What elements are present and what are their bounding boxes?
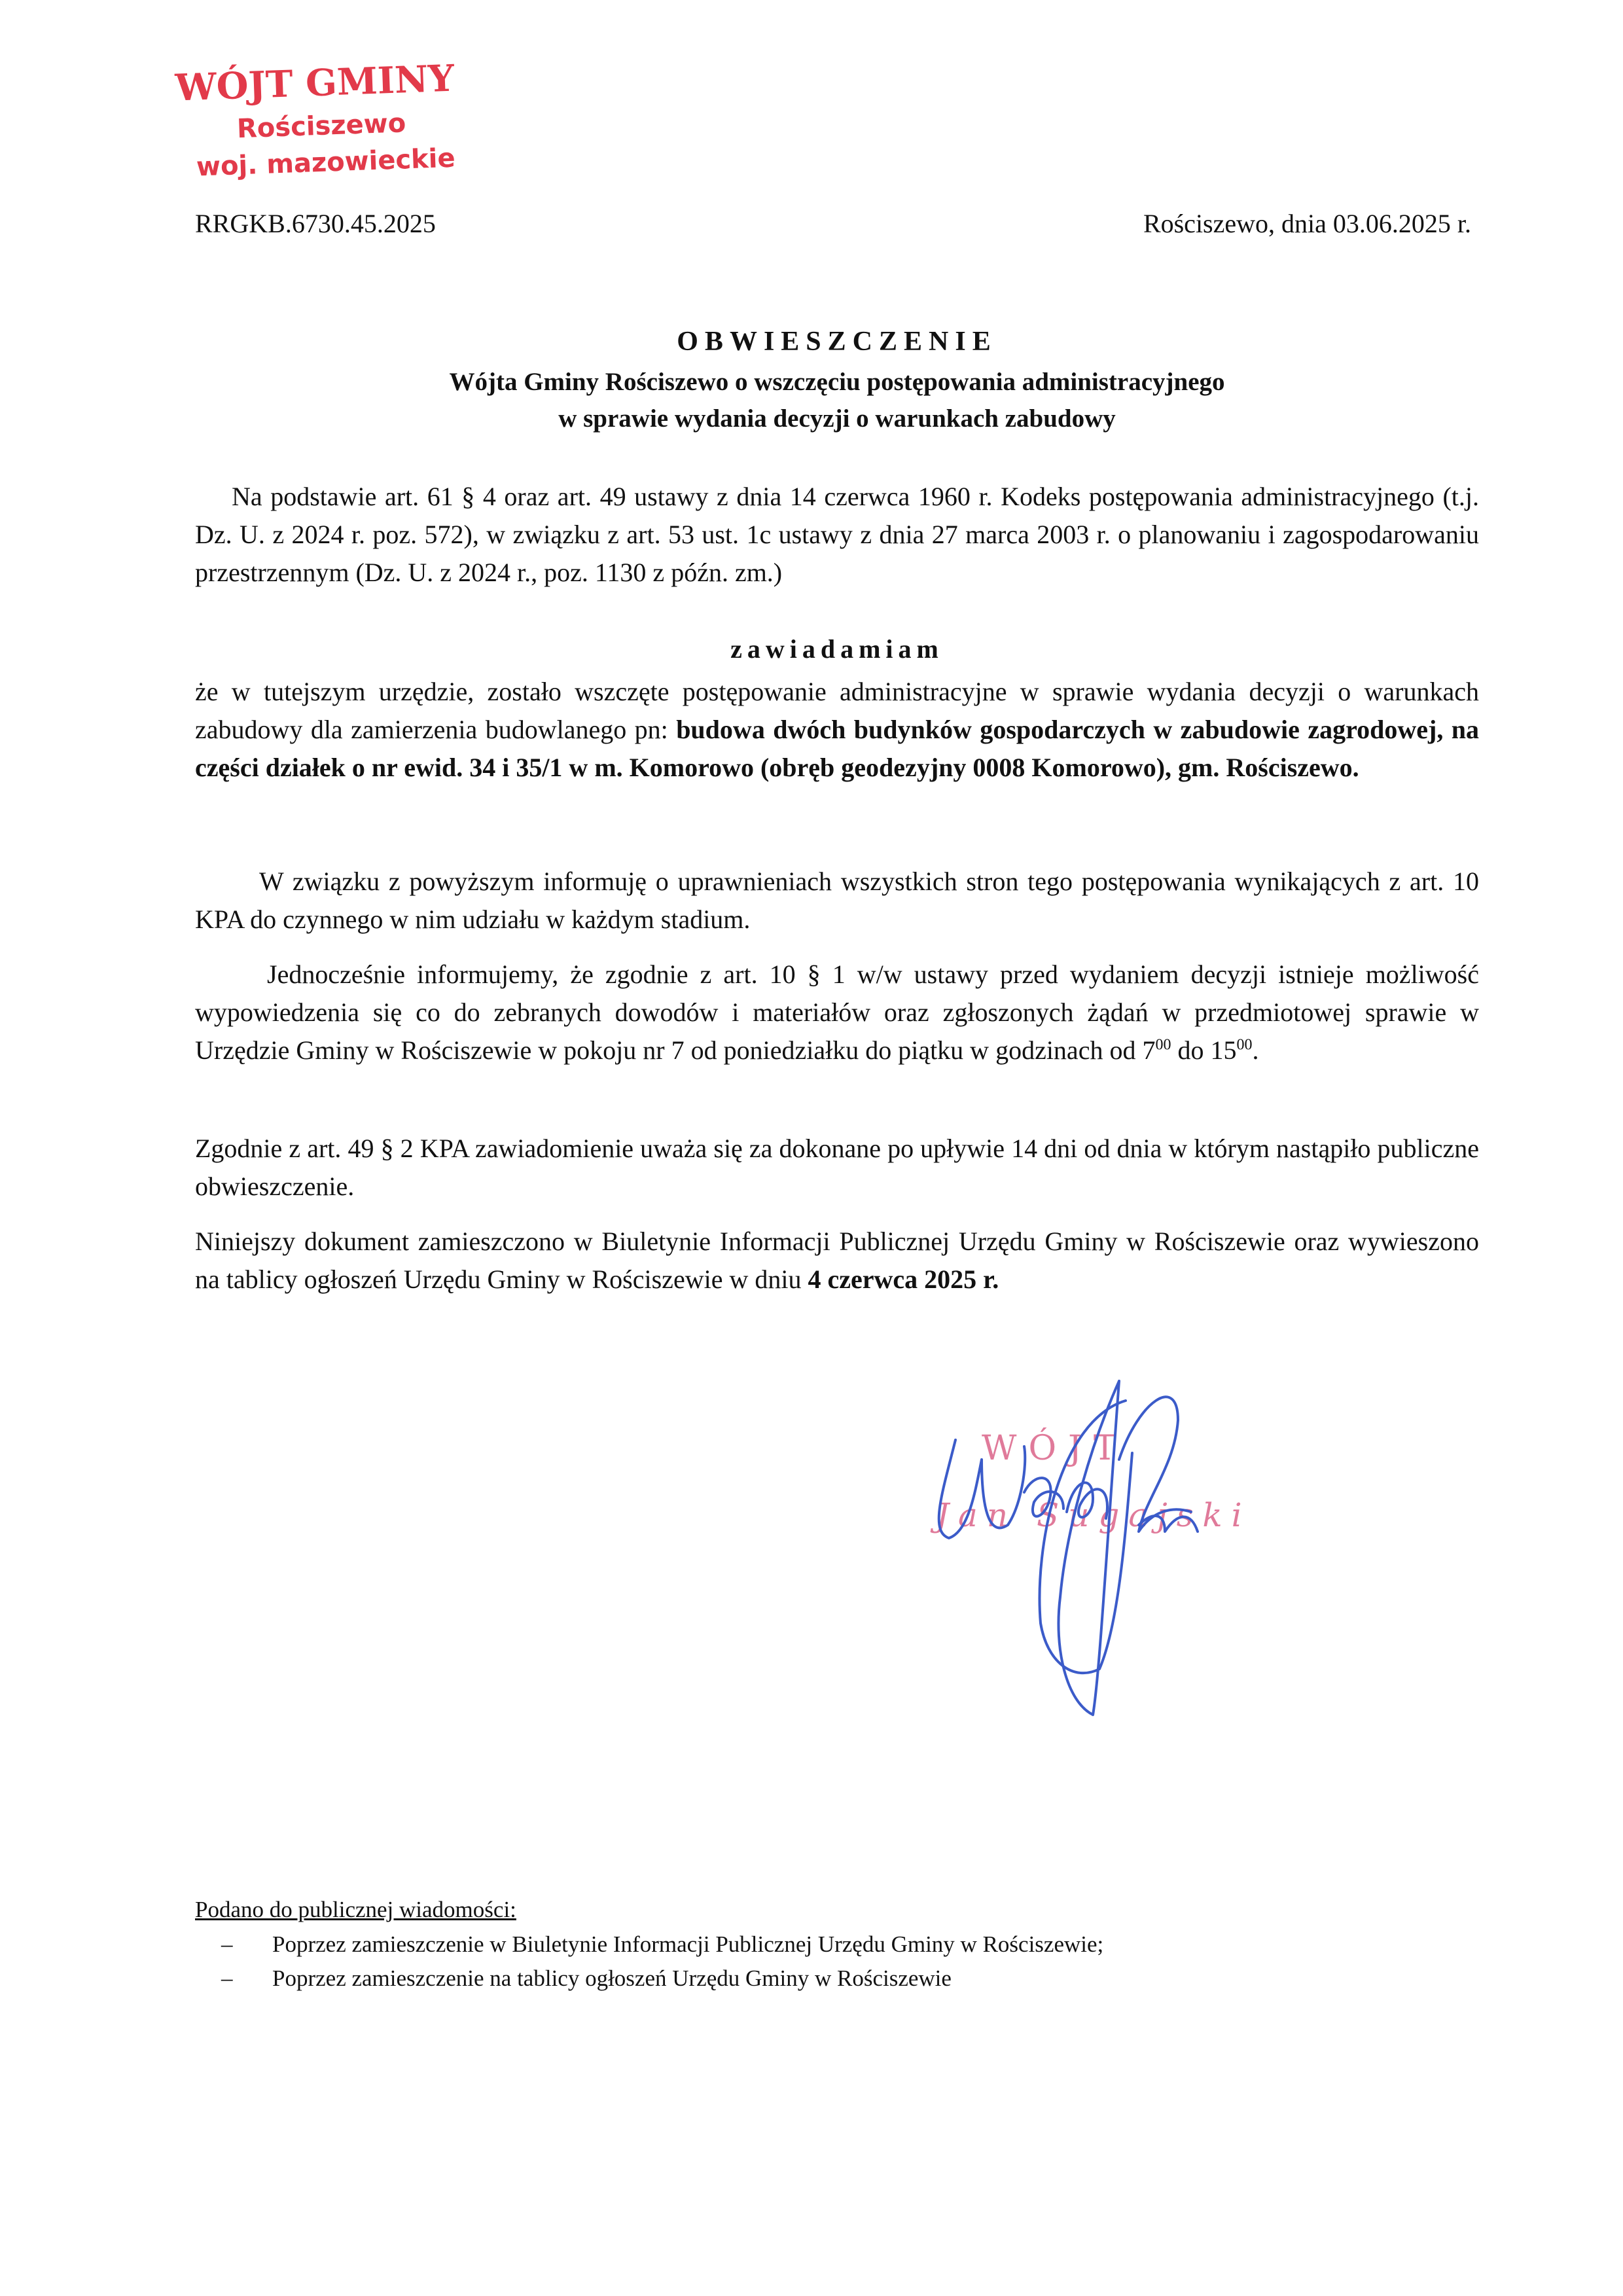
title-block	[195, 326, 1479, 437]
hour-from: 7	[1142, 1035, 1156, 1065]
hour-to: 15	[1210, 1035, 1237, 1065]
hour-end: .	[1252, 1035, 1259, 1065]
publication-paragraph	[195, 1223, 1479, 1299]
office-stamp-graphic	[171, 56, 538, 191]
stamp-line-1: WÓJT GMINY	[174, 56, 455, 110]
hour-from-minutes: 00	[1155, 1036, 1171, 1054]
hour-to-minutes: 00	[1236, 1036, 1253, 1054]
footer-list-item	[195, 1928, 1103, 1962]
notice-project: budowa dwóch budynków gospodarczych w zabudowie zagrodowej, na części działek o nr ewid. 34 i 35/1 w m. Komorowo (obręb geodezyjny 0008 Komorowo), gm. Rościszewo.	[195, 715, 1479, 782]
simultaneously-paragraph	[195, 956, 1479, 1069]
footer-heading: Podano do publicznej wiadomości:	[195, 1897, 516, 1922]
footer-item-text: Poprzez zamieszczenie w Biuletynie Informacji Publicznej Urzędu Gminy w Rościszewie;	[272, 1931, 1104, 1957]
footer-bullet: –	[221, 1965, 233, 1991]
notice-paragraph	[195, 673, 1479, 787]
rights-paragraph: W związku z powyższym informuję o uprawnieniach wszystkich stron tego postępowania wynikających z art. 10 KPA do czynnego w nim udziału w każdym stadium.	[195, 867, 1479, 934]
announce-heading: zawiadamiam	[730, 634, 944, 664]
document-subtitle-1: Wójta Gminy Rościszewo o wszczęciu postępowania administracyjnego	[449, 368, 1225, 396]
signature-graphic	[903, 1361, 1270, 1728]
footer-item-text: Poprzez zamieszczenie na tablicy ogłoszeń Urzędu Gminy w Rościszewie	[272, 1965, 952, 1991]
art49-paragraph: Zgodnie z art. 49 § 2 KPA zawiadomienie uważa się za dokonane po upływie 14 dni od dnia w którym nastąpiło publiczne obwieszczenie.	[195, 1134, 1479, 1201]
notice-intro: że w tutejszym urzędzie, zostało wszczęte postępowanie administracyjne w sprawie wydania decyzji o warunkach zabudowy dla zamierzenia budowlanego pn:	[195, 677, 1479, 744]
signature-block	[903, 1361, 1270, 1728]
document-subtitle-2: w sprawie wydania decyzji o warunkach zabudowy	[558, 404, 1116, 433]
simultaneously-text: Jednocześnie informujemy, że zgodnie z art. 10 § 1 w/w ustawy przed wydaniem decyzji istnieje możliwość wypowiedzenia się co do zebranych dowodów i materiałów oraz zgłoszonych żądań w przedmiotowej sprawie w Urzędzie Gminy w Rościszewie w pokoju nr 7 od poniedziałku do piątku w godzinach od	[195, 960, 1479, 1065]
stamp-line-2: Rościszewo	[236, 108, 406, 145]
document-title: OBWIESZCZENIE	[677, 327, 997, 357]
document-date: Rościszewo, dnia 03.06.2025 r.	[1143, 209, 1471, 238]
signature-stamp-title: WÓJT	[982, 1429, 1128, 1468]
hour-join: do	[1171, 1035, 1211, 1065]
publication-date: 4 czerwca 2025 r.	[808, 1265, 999, 1294]
office-stamp	[171, 56, 538, 191]
reference-number: RRGKB.6730.45.2025	[195, 209, 436, 238]
signature-stamp-name: Jan Sugajski	[936, 1496, 1251, 1534]
legal-basis-paragraph: Na podstawie art. 61 § 4 oraz art. 49 ustawy z dnia 14 czerwca 1960 r. Kodeks postępowania administracyjnego (t.j. Dz. U. z 2024 r. poz. 572), w związku z art. 53 ust. 1c ustawy z dnia 27 marca 2003 r. o planowaniu i zagospodarowaniu przestrzennym (Dz. U. z 2024 r., poz. 1130 z późn. zm.)	[195, 482, 1479, 587]
stamp-line-3: woj. mazowieckie	[196, 143, 456, 183]
footer-bullet: –	[221, 1931, 233, 1957]
publication-text: Niniejszy dokument zamieszczono w Biuletynie Informacji Publicznej Urzędu Gminy w Rościszewie oraz wywieszono na tablicy ogłoszeń Urzędu Gminy w Rościszewie w dniu	[195, 1227, 1479, 1294]
footer-list	[195, 1928, 1103, 1996]
footer-list-item	[195, 1962, 1103, 1996]
